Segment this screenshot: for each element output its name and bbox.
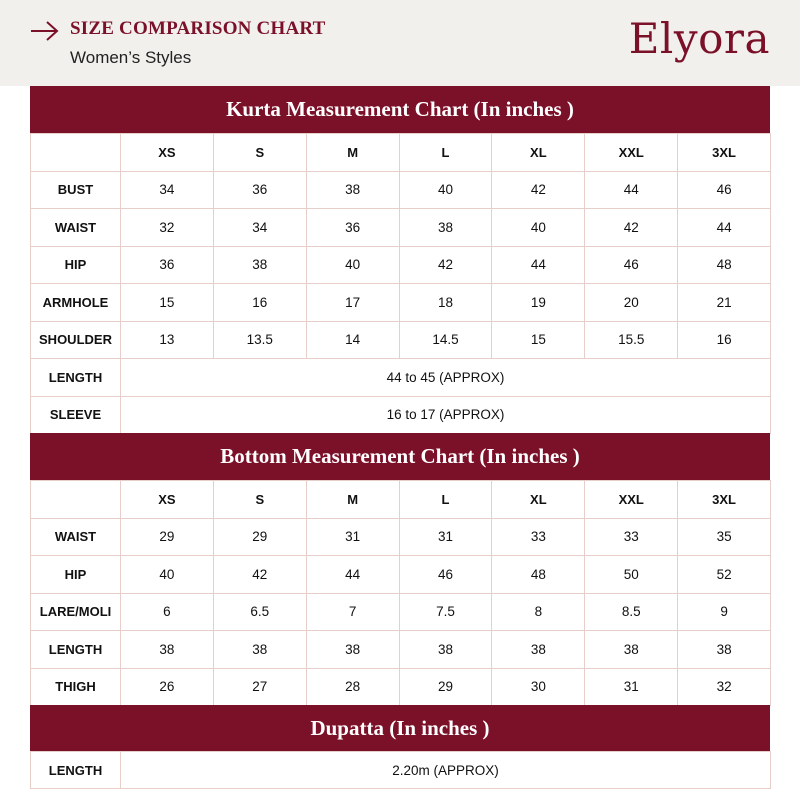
size-header-cell: S: [213, 134, 306, 172]
row-label: THIGH: [31, 668, 121, 706]
value-cell: 26: [121, 668, 214, 706]
row-label: LENGTH: [31, 631, 121, 669]
row-label: WAIST: [31, 209, 121, 247]
value-cell: 31: [399, 518, 492, 556]
value-cell: 42: [585, 209, 678, 247]
value-cell: 48: [678, 246, 771, 284]
value-cell: 35: [678, 518, 771, 556]
value-cell: 42: [399, 246, 492, 284]
page-header: [0, 0, 800, 86]
value-cell: 40: [492, 209, 585, 247]
value-cell: 38: [213, 246, 306, 284]
value-cell: 36: [121, 246, 214, 284]
table-row: [31, 593, 771, 631]
value-cell: 33: [492, 518, 585, 556]
value-cell: 7.5: [399, 593, 492, 631]
value-cell: 38: [306, 631, 399, 669]
page-title: SIZE COMPARISON CHART: [70, 18, 326, 39]
value-cell: 46: [585, 246, 678, 284]
value-cell: 6: [121, 593, 214, 631]
value-cell: 38: [399, 209, 492, 247]
table-row: [31, 246, 771, 284]
value-cell: 15: [121, 284, 214, 322]
kurta-table: [30, 133, 771, 434]
value-cell: 40: [306, 246, 399, 284]
value-cell: 46: [399, 556, 492, 594]
corner-cell: [31, 481, 121, 519]
arrow-right-icon: [30, 20, 60, 42]
row-label: LENGTH: [31, 752, 121, 789]
row-label: ARMHOLE: [31, 284, 121, 322]
value-cell: 42: [213, 556, 306, 594]
size-header-cell: M: [306, 134, 399, 172]
value-cell: 32: [678, 668, 771, 706]
value-cell: 40: [121, 556, 214, 594]
value-cell: 14.5: [399, 321, 492, 359]
value-cell: 8: [492, 593, 585, 631]
size-header-cell: M: [306, 481, 399, 519]
table-row: [31, 396, 771, 434]
value-cell: 19: [492, 284, 585, 322]
row-label: WAIST: [31, 518, 121, 556]
value-cell: 48: [492, 556, 585, 594]
value-cell: 28: [306, 668, 399, 706]
row-label: SHOULDER: [31, 321, 121, 359]
size-header-cell: XL: [492, 134, 585, 172]
table-row: [31, 209, 771, 247]
value-cell: 16: [678, 321, 771, 359]
value-cell: 46: [678, 171, 771, 209]
table-row: [31, 752, 771, 789]
value-cell: 44: [585, 171, 678, 209]
value-cell: 36: [306, 209, 399, 247]
value-cell: 31: [585, 668, 678, 706]
value-cell: 27: [213, 668, 306, 706]
size-header-cell: XL: [492, 481, 585, 519]
value-cell: 42: [492, 171, 585, 209]
row-label: HIP: [31, 246, 121, 284]
size-header-row: [31, 481, 771, 519]
size-header-cell: XXL: [585, 481, 678, 519]
value-cell: 9: [678, 593, 771, 631]
value-cell: 38: [121, 631, 214, 669]
value-cell: 44: [492, 246, 585, 284]
size-header-cell: 3XL: [678, 481, 771, 519]
value-cell: 7: [306, 593, 399, 631]
table-row: [31, 631, 771, 669]
table-row: [31, 518, 771, 556]
bottom-table: [30, 480, 771, 706]
corner-cell: [31, 134, 121, 172]
value-cell: 21: [678, 284, 771, 322]
value-cell: 44: [678, 209, 771, 247]
value-cell: 16: [213, 284, 306, 322]
value-cell: 52: [678, 556, 771, 594]
value-cell: 13: [121, 321, 214, 359]
value-cell: 15.5: [585, 321, 678, 359]
value-cell: 29: [121, 518, 214, 556]
value-cell: 38: [399, 631, 492, 669]
spanned-value-cell: 2.20m (APPROX): [121, 752, 771, 789]
size-header-row: [31, 134, 771, 172]
value-cell: 15: [492, 321, 585, 359]
row-label: LARE/MOLI: [31, 593, 121, 631]
bottom-section-title: Bottom Measurement Chart (In inches ): [30, 433, 770, 480]
page-subtitle: Women’s Styles: [70, 48, 192, 67]
table-row: [31, 321, 771, 359]
spanned-value-cell: 44 to 45 (APPROX): [121, 359, 771, 397]
value-cell: 34: [121, 171, 214, 209]
size-header-cell: XXL: [585, 134, 678, 172]
table-row: [31, 171, 771, 209]
value-cell: 38: [585, 631, 678, 669]
value-cell: 33: [585, 518, 678, 556]
value-cell: 50: [585, 556, 678, 594]
value-cell: 31: [306, 518, 399, 556]
value-cell: 29: [213, 518, 306, 556]
value-cell: 32: [121, 209, 214, 247]
table-row: [31, 284, 771, 322]
spanned-value-cell: 16 to 17 (APPROX): [121, 396, 771, 434]
value-cell: 18: [399, 284, 492, 322]
value-cell: 34: [213, 209, 306, 247]
row-label: BUST: [31, 171, 121, 209]
kurta-section-title: Kurta Measurement Chart (In inches ): [30, 86, 770, 133]
value-cell: 38: [492, 631, 585, 669]
value-cell: 38: [306, 171, 399, 209]
value-cell: 38: [678, 631, 771, 669]
row-label: HIP: [31, 556, 121, 594]
value-cell: 44: [306, 556, 399, 594]
size-header-cell: S: [213, 481, 306, 519]
value-cell: 14: [306, 321, 399, 359]
size-header-cell: 3XL: [678, 134, 771, 172]
value-cell: 40: [399, 171, 492, 209]
size-header-cell: L: [399, 481, 492, 519]
row-label: SLEEVE: [31, 396, 121, 434]
size-header-cell: L: [399, 134, 492, 172]
size-header-cell: XS: [121, 481, 214, 519]
table-row: [31, 556, 771, 594]
value-cell: 38: [213, 631, 306, 669]
value-cell: 17: [306, 284, 399, 322]
value-cell: 20: [585, 284, 678, 322]
row-label: LENGTH: [31, 359, 121, 397]
table-row: [31, 359, 771, 397]
value-cell: 13.5: [213, 321, 306, 359]
brand-logo: Elyora: [628, 14, 770, 63]
dupatta-table: [30, 751, 771, 789]
value-cell: 30: [492, 668, 585, 706]
table-row: [31, 668, 771, 706]
value-cell: 6.5: [213, 593, 306, 631]
value-cell: 29: [399, 668, 492, 706]
dupatta-section-title: Dupatta (In inches ): [30, 705, 770, 751]
size-header-cell: XS: [121, 134, 214, 172]
value-cell: 8.5: [585, 593, 678, 631]
value-cell: 36: [213, 171, 306, 209]
